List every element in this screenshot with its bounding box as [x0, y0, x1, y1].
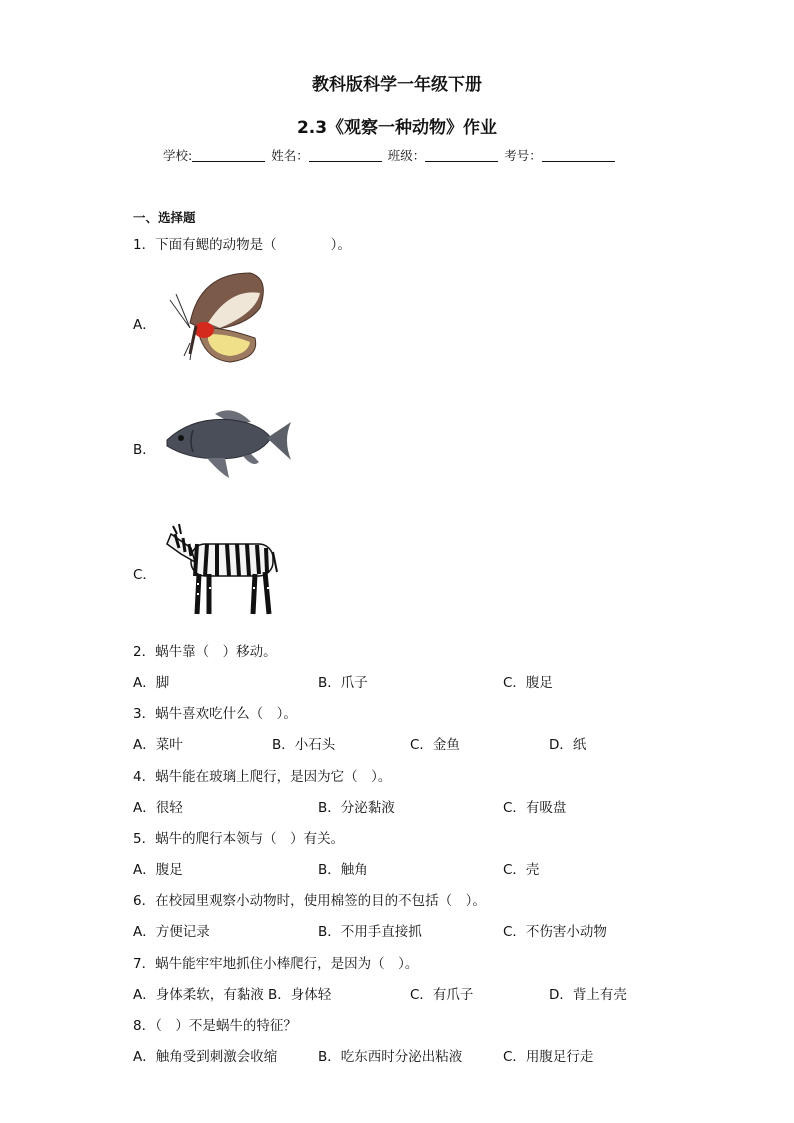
- question-4-stem: 4．蜗牛能在玻璃上爬行，是因为它（ ）。: [133, 769, 392, 785]
- student-info-line: [163, 146, 617, 164]
- question-1-stem: 1．下面有鳃的动物是（ ）。: [133, 237, 351, 253]
- school-blank[interactable]: [192, 149, 265, 162]
- q4-option-a[interactable]: A．很轻: [133, 800, 183, 816]
- q8-option-a[interactable]: A．触角受到刺激会收缩: [133, 1049, 278, 1065]
- name-label: 姓名：: [271, 148, 309, 163]
- q2-option-a[interactable]: A．脚: [133, 675, 170, 691]
- q6-option-c[interactable]: C．不伤害小动物: [503, 924, 607, 940]
- fish-icon: [163, 402, 293, 482]
- class-blank[interactable]: [425, 149, 498, 162]
- exam-number-label: 考号：: [504, 148, 542, 163]
- question-8-stem: 8．（ ）不是蜗牛的特征？: [133, 1018, 297, 1034]
- q4-option-b[interactable]: B．分泌黏液: [318, 800, 395, 816]
- question-6-stem: 6．在校园里观察小动物时，使用棉签的目的不包括（ ）。: [133, 893, 486, 909]
- question-5-stem: 5．蜗牛的爬行本领与（ ）有关。: [133, 831, 345, 847]
- q2-option-b[interactable]: B．爪子: [318, 675, 368, 691]
- q2-option-c[interactable]: C．腹足: [503, 675, 553, 691]
- q4-option-c[interactable]: C．有吸盘: [503, 800, 567, 816]
- section-title: 一、选择题: [133, 210, 196, 225]
- zebra-icon: [163, 518, 278, 618]
- q5-option-b[interactable]: B．触角: [318, 862, 368, 878]
- butterfly-icon: [160, 268, 272, 366]
- class-label: 班级：: [387, 148, 426, 163]
- exam-number-blank[interactable]: [542, 149, 615, 162]
- q1-option-b[interactable]: B．: [133, 442, 156, 458]
- q5-option-a[interactable]: A．腹足: [133, 862, 183, 878]
- q3-option-b[interactable]: B．小石头: [272, 737, 336, 753]
- q6-option-a[interactable]: A．方便记录: [133, 924, 210, 940]
- question-2-stem: 2．蜗牛靠（ ）移动。: [133, 644, 277, 660]
- question-3-stem: 3．蜗牛喜欢吃什么（ ）。: [133, 706, 297, 722]
- q7-option-a[interactable]: A．身体柔软，有黏液: [133, 987, 264, 1003]
- question-7-stem: 7．蜗牛能牢牢地抓住小棒爬行，是因为（ ）。: [133, 956, 419, 972]
- school-label: 学校:: [163, 148, 193, 163]
- q3-option-a[interactable]: A．菜叶: [133, 737, 183, 753]
- q7-option-c[interactable]: C．有爪子: [410, 987, 474, 1003]
- q5-option-c[interactable]: C．壳: [503, 862, 540, 878]
- q7-option-b[interactable]: B．身体轻: [268, 987, 332, 1003]
- name-blank[interactable]: [309, 149, 382, 162]
- page-subtitle: 2.3《观察一种动物》作业: [296, 118, 498, 138]
- q6-option-b[interactable]: B．不用手直接抓: [318, 924, 422, 940]
- q3-option-d[interactable]: D．纸: [549, 737, 587, 753]
- q8-option-b[interactable]: B．吃东西时分泌出粘液: [318, 1049, 463, 1065]
- q1-option-c[interactable]: C．: [133, 567, 156, 583]
- q1-option-a[interactable]: A．: [133, 317, 156, 333]
- q7-option-d[interactable]: D．背上有壳: [549, 987, 627, 1003]
- page-title: 教科版科学一年级下册: [312, 75, 482, 95]
- q3-option-c[interactable]: C．金鱼: [410, 737, 460, 753]
- q8-option-c[interactable]: C．用腹足行走: [503, 1049, 594, 1065]
